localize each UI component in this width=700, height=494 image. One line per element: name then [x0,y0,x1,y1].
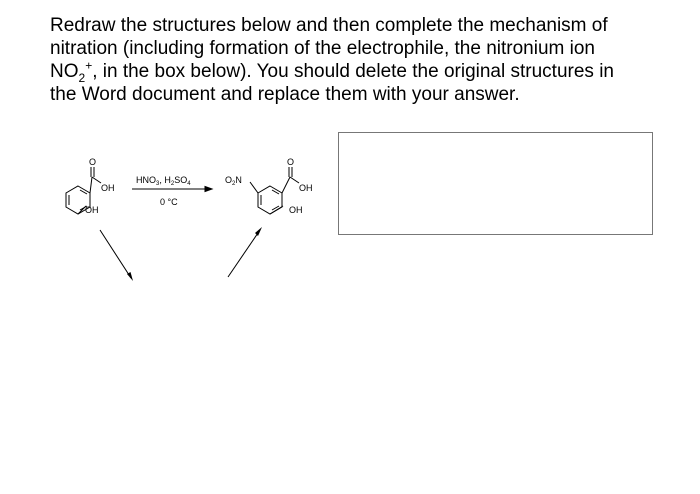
product-nitro-bond [250,182,258,193]
question-line-3: , in the box below). You should delete the original structures in [92,61,614,82]
temperature-label: 0 °C [160,197,178,207]
mechanism-arrow-up [228,230,260,277]
reactant-ring-oh: OH [85,205,99,215]
product-ring-oh: OH [289,205,303,215]
product-carbonyl-o: O [287,157,295,167]
reactant-carboxyl-bonds [90,167,101,193]
reaction-arrowhead [205,187,212,192]
mechanism-arrow-down [100,230,131,278]
product-benzene-ring [258,186,282,214]
nitronium-formula: $NO_2^+$ [50,58,93,85]
product-carboxyl-bonds [282,167,299,193]
question-line-2: nitration (including formation of the electrophile, the nitronium ion [50,38,595,59]
reactant-acid-oh: OH [101,183,115,193]
question-line-4: the Word document and replace them with your answer. [50,84,520,105]
reactant-carbonyl-o: O [89,157,97,167]
product-acid-oh: OH [299,183,313,193]
reagent-label: $HNO_3$, $H_2SO_4$ [136,175,191,187]
product-nitro-label: $O_2N$ [225,175,242,187]
mechanism-arrowhead-up [255,227,262,236]
question-line-1: Redraw the structures below and then complete the mechanism of [50,15,608,36]
